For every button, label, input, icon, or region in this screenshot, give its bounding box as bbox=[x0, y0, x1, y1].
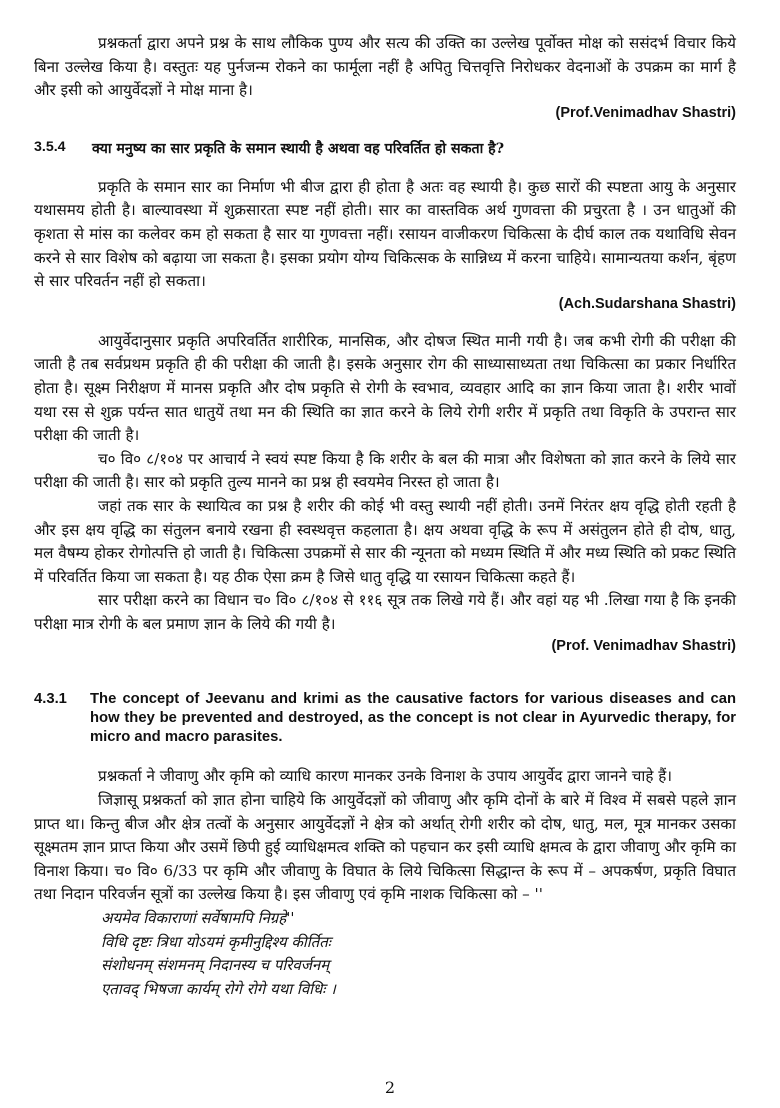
section-title: The concept of Jeevanu and krimi as the causative factors for various diseases and can how they be prevented and destroyed, as the concept is not clear in Ayurvedic therapy, for micro and macro parasites. bbox=[90, 691, 736, 746]
document-page bbox=[34, 32, 736, 1001]
paragraph: च० वि० ८/१०४ पर आचार्य ने स्वयं स्पष्ट किया है कि शरीर के बल की मात्रा और विशेषता को ज्ञात करने के लिये सार परीक्षा की जाती है। सार को प्रकृति तुल्य मानने का प्रश्न ही स्वयमेव निरस्त हो जाता है। bbox=[34, 449, 736, 492]
section-heading bbox=[34, 139, 736, 158]
paragraph: जिज्ञासू प्रश्नकर्ता को ज्ञात होना चाहिये कि आयुर्वेदज्ञों को जीवाणु और कृमि दोनों के बारे में विश्व में सबसे पहले ज्ञान प्राप्त था। किन्तु बीज और क्षेत्र तत्वों के अनुसार आयुर्वेदज्ञों ने क्षेत्र को अर्थात् रोगी शरीर को दोष, धातु, मल, मूत्र मानकर उसका सूक्ष्मतम ज्ञान प्राप्त किया और उसमें छिपी हुई व्याधिक्षमत्व शक्ति को पहचान कर इसी व्याधि क्षमत्व के द्वारा जीवाणु और कृमि का विनाश किया। च० वि० 6/33 पर कृमि और जीवाणु के विघात के लिये चिकित्सा सिद्धान्त के रूप में – अपकर्षण, प्रकृति विघात तथा निदान परिवर्जन सूत्रों का उल्लेख किया है। इस जीवाणु एवं कृमि नाशक चिकित्सा को – '' bbox=[34, 791, 736, 904]
spacer bbox=[34, 158, 736, 176]
paragraph: प्रश्नकर्ता ने जीवाणु और कृमि को व्याधि कारण मानकर उनके विनाश के उपाय आयुर्वेद द्वारा जानने चाहे हैं। bbox=[98, 767, 673, 786]
author-attribution: (Ach.Sudarshana Shastri) bbox=[558, 295, 736, 312]
section-title: क्या मनुष्य का सार प्रकृति के समान स्थायी है अथवा वह परिवर्तित हो सकता है? bbox=[92, 140, 505, 157]
verse-line: संशोधनम् संशमनम् निदानस्य च परिवर्जनम् bbox=[101, 956, 330, 975]
verse-line: विधि दृष्टः त्रिधा योऽयमं कृमीनुद्दिश्य कीर्तितः bbox=[101, 932, 331, 951]
spacer bbox=[34, 121, 736, 139]
paragraph: प्रश्नकर्ता द्वारा अपने प्रश्न के साथ लौकिक पुण्य और सत्य की उक्ति का उल्लेख पूर्वोक्त मोक्ष को ससंदर्भ विचार किये बिना उल्लेख किया है। वस्तुतः यह पुर्नजन्म रोकने का फार्मूला नहीं है अपितु चित्तवृत्ति निरोधकर वेदनाओं के उपक्रम का मार्ग है और इसी को आयुर्वेदज्ञों ने मोक्ष माना है। bbox=[34, 34, 736, 100]
paragraph: प्रकृति के समान सार का निर्माण भी बीज द्वारा ही होता है अतः वह स्थायी है। कुछ सारों की स्पष्टता आयु के अनुसार यथासमय होती है। बाल्यावस्था में शुक्रसारता स्पष्ट नहीं होती। सार का वास्तविक अर्थ गुणवत्ता की प्रचुरता है । उन धातुओं की कृशता से मांस का कलेवर कम हो सकता है सार या गुणवत्ता नहीं। रसायन वाजीकरण चिकित्सा के दीर्घ काल तक यथाविधि सेवन करने से सार विशेष को बढ़ाया जा सकता है। इसका प्रयोग योग्य चिकित्सक के सान्निध्य में करना चाहिये। सामान्यतया कर्शन, बृंहण से सार परिवर्तन नहीं हो सकता। bbox=[34, 177, 736, 291]
verse-line: अयमेव विकाराणां सर्वेषामपि निग्रहे'' bbox=[101, 909, 295, 928]
section-number: 3.5.4 bbox=[34, 138, 66, 155]
paragraph: आयुर्वेदानुसार प्रकृति अपरिवर्तित शारीरिक, मानसिक, और दोषज स्थित मानी गयी है। जब कभी रोगी की परीक्षा की जाती है तब सर्वप्रथम प्रकृति ही की परीक्षा की जाती है। इसके अनुसार रोग की साध्यासाध्यता तथा चिकित्सा का प्रकार निर्धारित होता है। सूक्ष्म निरीक्षण में मानस प्रकृति और दोष प्रकृति से रोगी के स्वभाव, व्यवहार आदि का ज्ञान किया जाता है। शरीर भावों यथा रस से शुक्र पर्यन्त सात धातुयें तथा मन की स्थिति का ज्ञात करने के लिये रोगी शरीर में प्रकृति तथा विकृति के उपरान्त सार परीक्षा की जाती है। bbox=[34, 331, 736, 445]
verse-line: एतावद् भिषजा कार्यम् रोगे रोगे यथा विधिः । bbox=[101, 979, 336, 998]
author-attribution: (Prof. Venimadhav Shastri) bbox=[551, 638, 736, 655]
author-attribution: (Prof.Venimadhav Shastri) bbox=[555, 104, 736, 121]
spacer bbox=[34, 654, 736, 690]
paragraph: सार परीक्षा करने का विधान च० वि० ८/१०४ से ११६ सूत्र तक लिखे गये हैं। और वहां यह भी .लिखा गया है कि इनकी परीक्षा मात्र रोगी के बल प्रमाण ज्ञान के लिये की गयी है। bbox=[34, 591, 736, 633]
paragraph: जहां तक सार के स्थायित्व का प्रश्न है शरीर की कोई भी वस्तु स्थायी नहीं होती। उनमें निरंतर क्षय वृद्धि होती रहती है और इस क्षय वृद्धि का संतुलन बनाये रखना ही स्वस्थवृत्त कहलाता है। क्षय अथवा वृद्धि के रूप में असंतुलन होते ही दोष, धातु, मल वैषम्य होकर रोगोत्पत्ति हो जाती है। चिकित्सा उपक्रमों से सार की न्यूनता को मध्यम स्थिति में और मध्य स्थिति को प्रकट स्थिति में परिवर्तित किया जा सकता है। यह ठीक ऐसा क्रम है जिसे धातु वृद्धि या रसायन चिकित्सा कहते हैं। bbox=[34, 496, 736, 586]
spacer bbox=[34, 312, 736, 330]
section-number: 4.3.1 bbox=[34, 691, 67, 708]
section-heading bbox=[34, 690, 736, 747]
spacer bbox=[34, 747, 736, 765]
page-number: 2 bbox=[384, 1078, 396, 1097]
